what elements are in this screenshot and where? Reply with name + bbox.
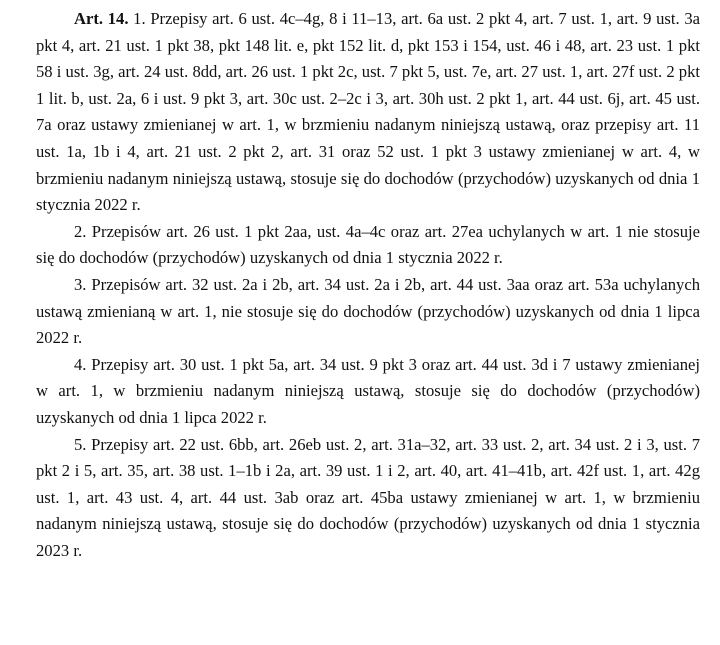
paragraph-5: 5. Przepisy art. 22 ust. 6bb, art. 26eb ust. 2, art. 31a–32, art. 33 ust. 2, art. 34 ust. 2 i 3, ust. 7 pkt 2 i 5, art. 35, art. 38 ust. 1–1b i 2a, art. 39 ust. 1 i 2, art. 40, art. 41–41b, art. 42f ust. 1, art. 42g ust. 1, art. 43 ust. 4, art. 44 ust. 3ab oraz art. 45ba ustawy zmienianej w art. 1, w brzmieniu nadanym niniejszą ustawą, stosuje się do dochodów (przychodów) uzyskanych od dnia 1 stycznia 2023 r. xyxy=(36,434,700,560)
paragraph-3: 3. Przepisów art. 32 ust. 2a i 2b, art. 34 ust. 2a i 2b, art. 44 ust. 3aa oraz art. 53a uchylanych ustawą zmienianą w art. 1, nie stosuje się do dochodów (przychodów) uzyskanych od dnia 1 lipca 2022 r. xyxy=(36,274,700,348)
paragraph-1-text: 1. Przepisy art. 6 ust. 4c–4g, 8 i 11–13, art. 6a ust. 2 pkt 4, art. 7 ust. 1, art. 9 ust. 3a pkt 4, art. 21 ust. 1 pkt 38, pkt 148 lit. e, pkt 152 lit. d, pkt 153 i 154, ust. 46 i 48, art. 23 ust. 1 pkt 58 i ust. 3g, art. 24 ust. 8dd, art. 26 ust. 1 pkt 2c, ust. 7 pkt 5, ust. 7e, art. 27 ust. 1, art. 27f ust. 2 pkt 1 lit. b, ust. 2a, 6 i ust. 9 pkt 3, art. 30c ust. 2–2c i 3, art. 30h ust. 2 pkt 1, art. 44 ust. 6j, art. 45 ust. 7a oraz ustawy zmienianej w art. 1, w brzmieniu nadanym niniejszą ustawą, oraz przepisy art. 11 ust. 1a, 1b i 4, art. 21 ust. 2 pkt 2, art. 31 oraz 52 ust. 1 pkt 3 ustawy zmienianej w art. 4, w brzmieniu nadanym niniejszą ustawą, stosuje się do dochodów (przychodów) uzyskanych od dnia 1 stycznia 2022 r. xyxy=(36,9,700,215)
paragraph-1 xyxy=(36,6,700,219)
paragraph-4: 4. Przepisy art. 30 ust. 1 pkt 5a, art. 34 ust. 9 pkt 3 oraz art. 44 ust. 3d i 7 ustawy zmienianej w art. 1, w brzmieniu nadanym niniejszą ustawą, stosuje się do dochodów (przychodów) uzyskanych od dnia 1 lipca 2022 r. xyxy=(36,354,700,427)
article-heading: Art. 14. xyxy=(74,9,129,28)
legal-document xyxy=(36,6,700,564)
paragraph-2: 2. Przepisów art. 26 ust. 1 pkt 2aa, ust. 4a–4c oraz art. 27ea uchylanych w art. 1 nie stosuje się do dochodów (przychodów) uzyskanych od dnia 1 stycznia 2022 r. xyxy=(36,221,700,268)
